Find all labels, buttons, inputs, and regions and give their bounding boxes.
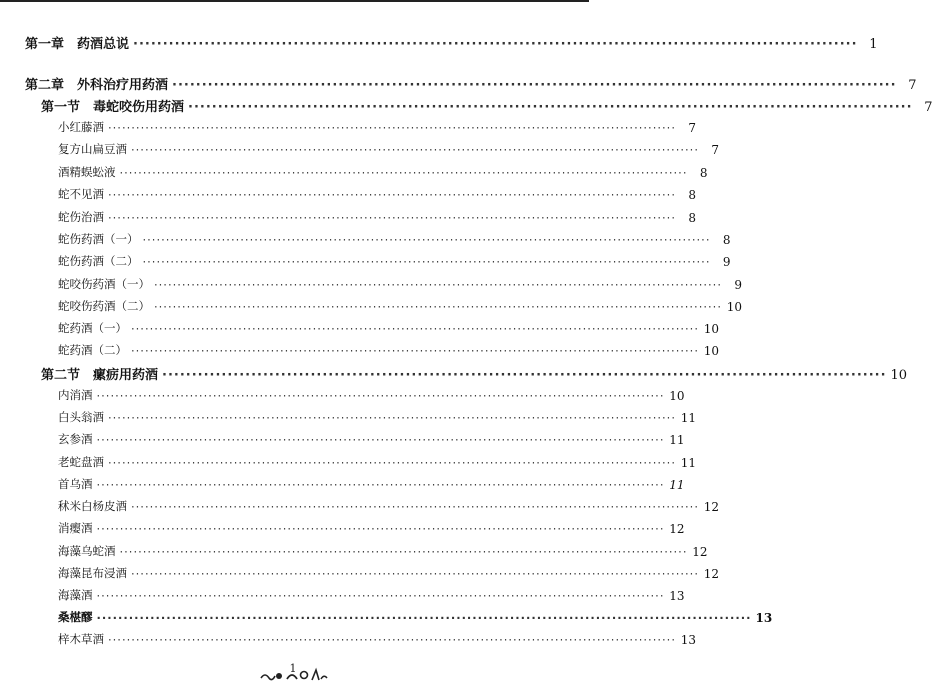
toc-entry[interactable] [58,253,731,269]
toc-chapter-2[interactable] [25,74,917,93]
page-number: 13 [669,589,685,603]
leader-dots: ·························································································································· [96,478,665,492]
entry-title: 海藻酒 [58,588,93,602]
page-number: 12 [703,567,719,581]
entry-title: 内消酒 [58,388,93,402]
leader-dots: ·························································································································· [96,389,665,403]
section-title: 第二节 瘰疬用药酒 [41,368,159,383]
toc-entry[interactable] [58,543,708,559]
page-number: 7 [688,121,696,135]
toc-entry[interactable] [58,431,685,447]
page-number: 10 [669,389,685,403]
leader-dots: ·························································································································· [96,522,665,536]
toc-entry[interactable] [58,276,742,292]
toc-entry[interactable] [58,119,696,135]
entry-title: 酒精蜈蚣液 [58,165,116,179]
page-number: 11 [680,411,696,425]
entry-title: 梓木草酒 [58,632,104,646]
footer-ornament-icon [257,662,329,684]
entry-title: 小红藤酒 [58,120,104,134]
page-number: 7 [908,78,917,93]
leader-dots: ·························································································································· [154,278,722,292]
entry-title: 蛇伤药酒（一） [58,232,139,246]
page-number: 10 [726,300,742,314]
leader-dots: ·························································································································· [108,121,676,135]
page-number: 11 [680,456,696,470]
entry-title: 复方山扁豆酒 [58,142,127,156]
page-number: 1 [869,37,878,52]
page-number: 12 [669,522,685,536]
toc-entry[interactable] [58,186,696,202]
entry-title: 蛇药酒（二） [58,343,127,357]
toc-entry[interactable] [58,342,719,358]
toc-entry[interactable] [58,587,685,603]
entry-title: 消瘿酒 [58,521,93,535]
toc-chapter-1[interactable] [25,33,878,52]
page-number: 13 [680,633,696,647]
leader-dots: ·························································································································· [119,166,688,180]
toc-entry[interactable] [58,209,696,225]
leader-dots: ·························································································································· [162,368,887,383]
leader-dots: ·························································································································· [188,100,913,115]
page-number: 8 [688,211,696,225]
chapter-title: 第一章 药酒总说 [25,37,130,52]
leader-dots: ·························································································································· [131,143,699,157]
page-number: 10 [890,368,908,383]
entry-title: 蛇咬伤药酒（一） [58,277,150,291]
entry-title: 秫米白杨皮酒 [58,499,127,513]
entry-title: 蛇咬伤药酒（二） [58,299,150,313]
leader-dots: ·························································································································· [108,633,676,647]
toc-section-1[interactable] [41,96,933,115]
page-number: 11 [669,478,685,492]
page-number: 10 [703,344,719,358]
page-number: 8 [722,233,731,247]
page-number: 8 [699,166,708,180]
entry-title: 海藻乌蛇酒 [58,544,116,558]
leader-dots: ·························································································································· [96,611,752,625]
leader-dots: ·························································································································· [172,78,897,93]
toc-entry[interactable] [58,609,773,625]
leader-dots: ·························································································································· [133,37,858,52]
toc-entry[interactable] [58,164,708,180]
toc-entry[interactable] [58,141,719,157]
toc-entry[interactable] [58,387,685,403]
page-number: 13 [755,611,773,625]
toc-entry[interactable] [58,476,685,492]
page-number: 11 [669,433,685,447]
leader-dots: ·························································································································· [142,255,711,269]
leader-dots: ·························································································································· [131,344,699,358]
entry-title: 蛇伤药酒（二） [58,254,139,268]
footer-page-mark [257,662,329,684]
leader-dots: ·························································································································· [142,233,711,247]
toc-entry[interactable] [58,565,719,581]
leader-dots: ·························································································································· [108,211,676,225]
entry-title: 玄参酒 [58,432,93,446]
entry-title: 蛇不见酒 [58,187,104,201]
page-number: 8 [688,188,696,202]
leader-dots: ·························································································································· [154,300,722,314]
entry-title: 桑椹醪 [58,610,93,624]
entry-title: 海藻昆布浸酒 [58,566,127,580]
page-number: 12 [692,545,708,559]
toc-entry[interactable] [58,231,731,247]
leader-dots: ·························································································································· [119,545,688,559]
leader-dots: ·························································································································· [108,411,676,425]
entry-title: 蛇药酒（一） [58,321,127,335]
leader-dots: ·························································································································· [108,188,676,202]
leader-dots: ·························································································································· [131,567,699,581]
toc-entry[interactable] [58,454,696,470]
page-number: 9 [722,255,731,269]
toc-section-2[interactable] [41,364,908,383]
toc-entry[interactable] [58,498,719,514]
footer-page-number: 1 [289,662,297,675]
leader-dots: ·························································································································· [131,500,699,514]
toc-entry[interactable] [58,409,696,425]
page-number: 7 [924,100,933,115]
page-number: 10 [703,322,719,336]
entry-title: 老蛇盘酒 [58,455,104,469]
chapter-title: 第二章 外科治疗用药酒 [25,78,169,93]
toc-entry[interactable] [58,631,696,647]
leader-dots: ·························································································································· [108,456,676,470]
toc-entry[interactable] [58,298,742,314]
page-number: 7 [711,143,719,157]
leader-dots: ·························································································································· [131,322,699,336]
toc-entry[interactable] [58,520,685,536]
page-number: 12 [703,500,719,514]
toc-entry[interactable] [58,320,719,336]
leader-dots: ·························································································································· [96,433,665,447]
entry-title: 首乌酒 [58,477,93,491]
leader-dots: ·························································································································· [96,589,665,603]
entry-title: 白头翁酒 [58,410,104,424]
section-title: 第一节 毒蛇咬伤用药酒 [41,100,185,115]
entry-title: 蛇伤治酒 [58,210,104,224]
page-number: 9 [734,278,742,292]
